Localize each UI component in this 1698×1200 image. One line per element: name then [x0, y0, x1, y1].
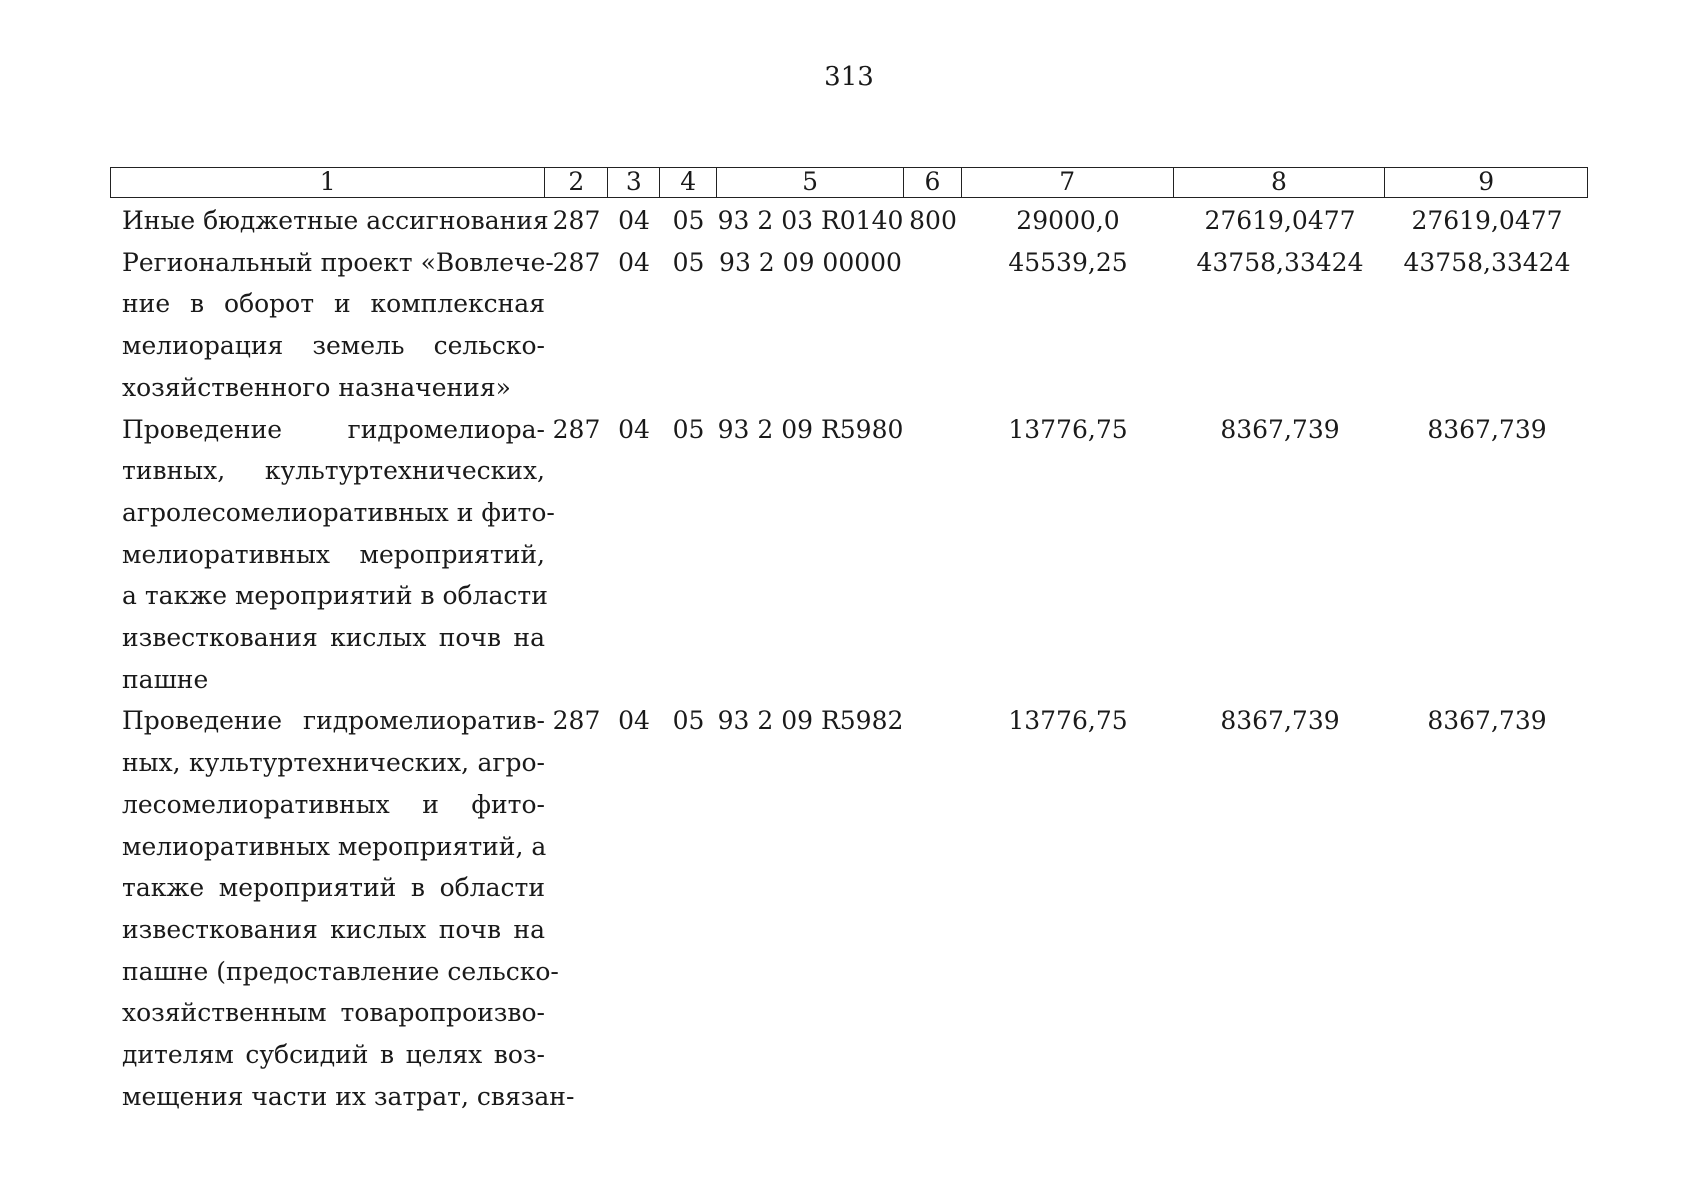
row-description — [110, 242, 554, 409]
description-line: Региональный проект «Вовлече- — [122, 247, 554, 277]
row-c4-value: 05 — [672, 706, 705, 736]
description-line: тивных, культуртехнических, — [122, 456, 545, 486]
row-c3-value: 04 — [618, 206, 650, 235]
description-line: Иные бюджетные ассигнования — [122, 206, 549, 235]
description-line: известкования кислых почв на — [122, 623, 545, 653]
row-c4-value: 05 — [672, 247, 705, 277]
description-line: пашне (предоставление сельско- — [122, 956, 559, 986]
row-c9-value: 8367,739 — [1427, 706, 1547, 736]
table-row — [110, 242, 1588, 409]
row-c4-value: 05 — [672, 206, 705, 235]
description-line: мещения части их затрат, связан- — [122, 1081, 575, 1111]
description-line: мелиоративных мероприятий, — [122, 539, 545, 569]
row-c9-value: 8367,739 — [1427, 414, 1547, 444]
header-col-4: 4 — [660, 168, 717, 197]
header-col-1: 1 — [111, 168, 545, 197]
row-c8-value: 43758,33424 — [1196, 247, 1364, 277]
description-line: известкования кислых почв на — [122, 914, 545, 944]
row-c3-value: 04 — [618, 706, 650, 736]
description-line: ных, культуртехнических, агро- — [122, 748, 545, 778]
row-c2-value: 287 — [552, 247, 601, 277]
description-line: лесомелиоративных и фито- — [122, 789, 545, 819]
row-c8-value: 8367,739 — [1220, 706, 1340, 736]
row-c8-value: 27619,0477 — [1204, 206, 1356, 235]
header-col-9: 9 — [1478, 167, 1495, 196]
header-col-6: 6 — [904, 168, 962, 197]
description-line: дителям субсидий в целях воз- — [122, 1040, 545, 1070]
row-c8-value: 8367,739 — [1220, 414, 1340, 444]
table-body — [110, 200, 1588, 1117]
row-description — [110, 409, 555, 701]
description-line: а также мероприятий в области — [122, 581, 548, 611]
row-c7-value: 13776,75 — [1008, 414, 1128, 444]
description-line: пашне — [122, 664, 209, 694]
description-line: агролесомелиоративных и фито- — [122, 497, 555, 527]
row-c5-value: 93 2 03 R0140 — [717, 206, 904, 235]
table-row — [110, 200, 1588, 242]
description-line: также мероприятий в области — [122, 873, 545, 903]
row-c9-value: 27619,0477 — [1411, 206, 1563, 235]
row-c9-value: 43758,33424 — [1403, 247, 1571, 277]
row-description — [110, 200, 549, 242]
description-line: Проведение гидромелиора- — [122, 414, 545, 444]
row-c7-value: 29000,0 — [1016, 206, 1120, 235]
table-header-row — [110, 167, 1588, 198]
header-col-8: 8 — [1174, 168, 1386, 197]
row-description — [110, 700, 575, 1117]
row-c6-value: 800 — [909, 206, 957, 235]
row-c4-value: 05 — [672, 414, 705, 444]
header-col-7: 7 — [962, 168, 1174, 197]
description-line: Проведение гидромелиоратив- — [122, 706, 545, 736]
header-col-3: 3 — [608, 168, 660, 197]
description-line: ние в оборот и комплексная — [122, 289, 545, 319]
row-c5-value: 93 2 09 00000 — [719, 247, 902, 277]
row-c3-value: 04 — [618, 414, 650, 444]
row-c3-value: 04 — [618, 247, 650, 277]
table-row — [110, 700, 1588, 1117]
row-c7-value: 45539,25 — [1008, 247, 1128, 277]
row-c5-value: 93 2 09 R5980 — [717, 414, 904, 444]
row-c7-value: 13776,75 — [1008, 706, 1128, 736]
description-line: мелиорация земель сельско- — [122, 331, 545, 361]
description-line: мелиоративных мероприятий, а — [122, 831, 547, 861]
header-col-5: 5 — [717, 168, 904, 197]
row-c5-value: 93 2 09 R5982 — [717, 706, 904, 736]
row-c2-value: 287 — [552, 414, 601, 444]
table-row — [110, 409, 1588, 701]
description-line: хозяйственного назначения» — [122, 372, 511, 402]
page-number: 313 — [824, 62, 874, 92]
row-c2-value: 287 — [552, 206, 601, 235]
row-c2-value: 287 — [552, 706, 601, 736]
description-line: хозяйственным товаропроизво- — [122, 998, 545, 1028]
header-col-2: 2 — [545, 168, 608, 197]
